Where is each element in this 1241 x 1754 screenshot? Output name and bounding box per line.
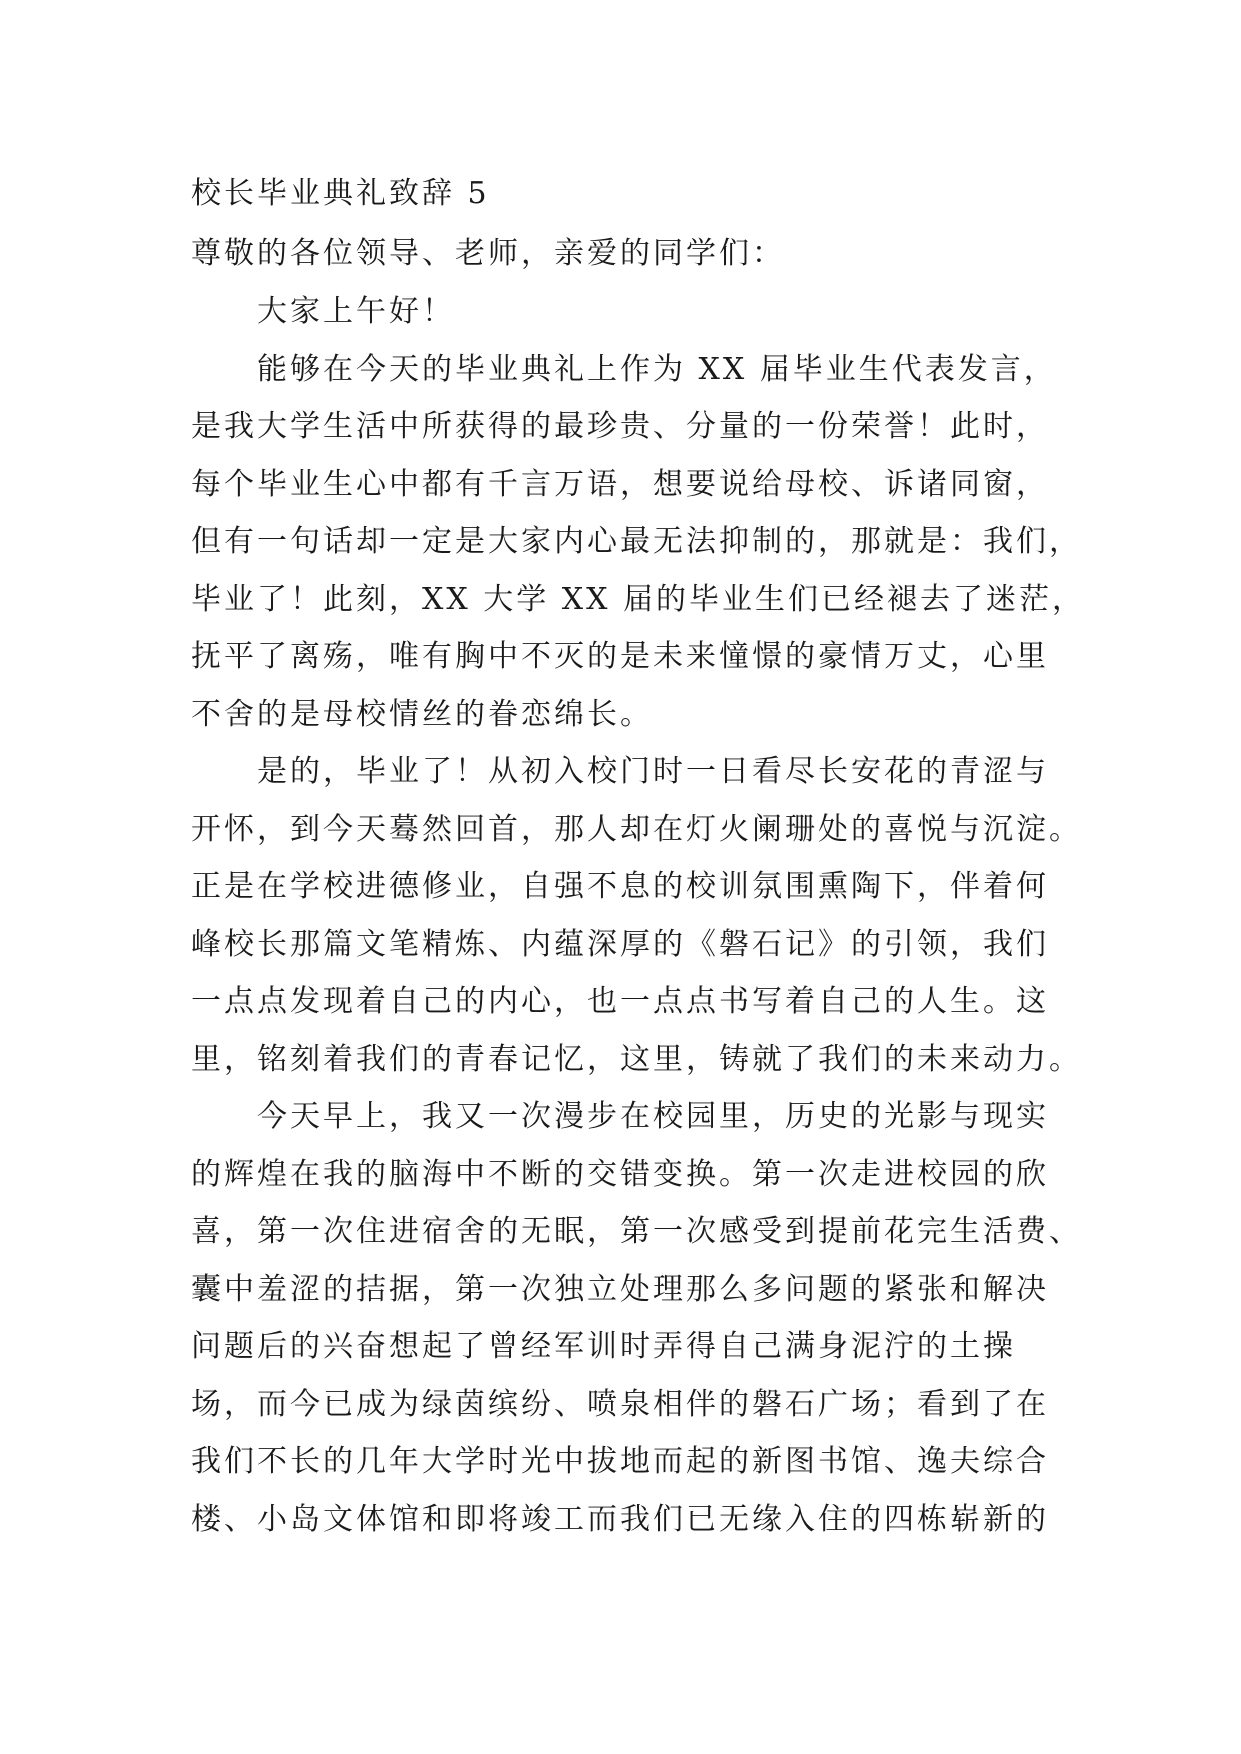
text-line: 抚平了离殇，唯有胸中不灭的是未来憧憬的豪情万丈，心里 [191, 639, 1049, 674]
text-line: 大家上午好！ [257, 294, 455, 329]
text-line: 毕业了！此刻，XX 大学 XX 届的毕业生们已经褪去了迷茫， [191, 581, 1086, 617]
text-line: 是我大学生活中所获得的最珍贵、分量的一份荣誉！此时， [191, 409, 1049, 444]
text-line: 但有一句话却一定是大家内心最无法抑制的，那就是：我们， [191, 524, 1082, 559]
text-line: 楼、小岛文体馆和即将竣工而我们已无缘入住的四栋崭新的 [191, 1501, 1049, 1537]
text-line: 今天早上，我又一次漫步在校园里，历史的光影与现实 [257, 1099, 1049, 1134]
text-line: 的辉煌在我的脑海中不断的交错变换。第一次走进校园的欣 [191, 1156, 1049, 1192]
text-line: 每个毕业生心中都有千言万语，想要说给母校、诉诸同窗， [191, 466, 1049, 502]
text-line: 问题后的兴奋想起了曾经军训时弄得自己满身泥泞的土操 [191, 1329, 1016, 1364]
text-line: 开怀，到今天蓦然回首，那人却在灯火阑珊处的喜悦与沉淀。 [191, 811, 1082, 847]
text-line: 我们不长的几年大学时光中拔地而起的新图书馆、逸夫综合 [191, 1444, 1049, 1479]
text-line: 场，而今已成为绿茵缤纷、喷泉相伴的磐石广场；看到了在 [191, 1386, 1049, 1422]
text-line: 能够在今天的毕业典礼上作为 XX 届毕业生代表发言， [257, 351, 1057, 387]
text-line: 囊中羞涩的拮据，第一次独立处理那么多问题的紧张和解决 [191, 1271, 1049, 1307]
salutation: 尊敬的各位领导、老师，亲爱的同学们： [191, 236, 785, 271]
document-title: 校长毕业典礼致辞 5 [191, 176, 490, 211]
text-line: 峰校长那篇文笔精炼、内蕴深厚的《磐石记》的引领，我们 [191, 926, 1049, 962]
text-line: 一点点发现着自己的内心，也一点点书写着自己的人生。这 [191, 984, 1049, 1019]
text-line: 喜，第一次住进宿舍的无眠，第一次感受到提前花完生活费、 [191, 1214, 1082, 1249]
body-text [191, 283, 1086, 1548]
text-line: 里，铭刻着我们的青春记忆，这里，铸就了我们的未来动力。 [191, 1041, 1082, 1077]
text-line: 是的，毕业了！从初入校门时一日看尽长安花的青涩与 [257, 754, 1049, 789]
text-line: 正是在学校进德修业，自强不息的校训氛围熏陶下，伴着何 [191, 869, 1049, 904]
text-line: 不舍的是母校情丝的眷恋绵长。 [191, 696, 653, 732]
